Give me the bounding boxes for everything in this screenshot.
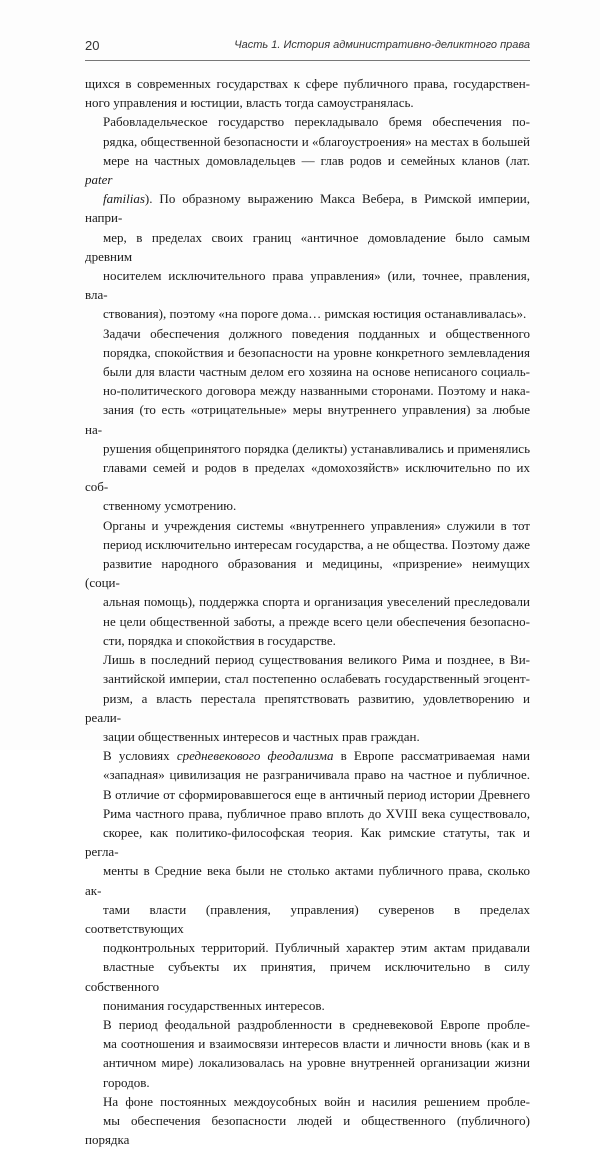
page-header <box>85 36 530 56</box>
text-line: мере на частных домовладельцев — глав родов и семейных кланов (лат. pater <box>85 152 530 188</box>
text-line: ного управления и юстиции, власть тогда самоустранялась. <box>85 95 414 111</box>
text-line: мер, в пределах своих границ «античное домовладение было самым древним <box>85 229 530 264</box>
text-line: тами власти (правления, управления) суверенов в пределах соответствующих <box>85 901 530 936</box>
text-line: На фоне постоянных междоусобных войн и насилия решением пробле- <box>103 1093 530 1109</box>
text-line: familias). По образному выражению Макса Вебера, в Римской империи, напри- <box>85 191 530 226</box>
text-line: Задачи обеспечения должного поведения подданных и общественного <box>103 325 530 341</box>
text-line: зания (то есть «отрицательные» меры внутреннего управления) за любые на- <box>85 402 530 437</box>
text-line: ма соотношения и взаимосвязи интересов власти и личности вновь (как и в <box>103 1036 530 1052</box>
text-line: зации общественных интересов и частных прав граждан. <box>103 728 420 744</box>
text-line: щихся в современных государствах к сфере публичного права, государствен- <box>85 76 530 91</box>
text-line: Рабовладельческое государство перекладывало бремя обеспечения по- <box>103 114 530 130</box>
text-line: развитие народного образования и медицины, «призрение» неимущих (соци- <box>85 556 530 591</box>
text-line: В условиях средневекового феодализма в Европе рассматриваемая нами <box>103 748 530 764</box>
text-line: рушения общепринятого порядка (деликты) устанавливались и применялись <box>103 440 530 456</box>
text-line: В отличие от сформировавшегося еще в античный период истории Древнего <box>103 786 530 802</box>
text-line: Рима частного права, публичное право вплоть до XVIII века существовало, <box>103 805 530 821</box>
page-number: 20 <box>85 38 100 53</box>
paragraph <box>85 74 530 112</box>
text-line: не цели общественной заботы, а прежде всего цели обеспечения безопасно- <box>103 613 530 629</box>
text-line: менты в Средние века были не столько актами публичного права, сколько ак- <box>85 863 530 898</box>
text-line: В период феодальной раздробленности в средневековой Европе пробле- <box>103 1016 530 1032</box>
text-line: сти, порядка и спокойствия в государстве. <box>103 632 336 648</box>
running-head: Часть 1. История административно-деликтного права <box>234 39 530 51</box>
text-line: зантийской империи, стал постепенно ослабевать государственный эгоцент- <box>103 671 530 687</box>
text-line: но-политического договора между названными сторонами. Поэтому и нака- <box>103 383 530 399</box>
header-rule <box>85 60 530 61</box>
text-line: мы обеспечения безопасности людей и общественного (публичного) порядка <box>85 1112 530 1148</box>
text-line: носителем исключительного права управления» (или, точнее, правления, вла- <box>85 268 530 303</box>
text-line: понимания государственных интересов. <box>103 997 325 1013</box>
text-line: подконтрольных территорий. Публичный характер этим актам придавали <box>103 940 530 956</box>
text-line: Лишь в последний период существования великого Рима и позднее, в Ви- <box>103 652 530 668</box>
paragraph <box>85 324 530 516</box>
text-line: ственному усмотрению. <box>103 498 237 514</box>
text-line: рядка, общественной безопасности и «благоустроения» на местах в большей <box>103 133 530 149</box>
text-line: скорее, как политико-философская теория. Как римские статуты, так и регла- <box>85 824 530 860</box>
paragraph <box>85 516 530 650</box>
text-line: ризм, а власть перестала препятствовать развитию, удовлетворению и реали- <box>85 690 530 725</box>
text-line: античном мире) локализовалась на уровне внутренней организации жизни <box>103 1055 530 1071</box>
text-line: альная помощь), поддержка спорта и организация увеселений преследовали <box>103 594 530 610</box>
text-line: властные субъекты их принятия, причем исключительно в силу собственного <box>85 959 530 994</box>
text-line: городов. <box>103 1074 150 1090</box>
body-text <box>85 74 530 1149</box>
text-line: главами семей и родов в пределах «домохозяйств» исключительно по их соб- <box>85 460 530 495</box>
text-line: ствования), поэтому «на пороге дома… римская юстиция останавливалась». <box>103 306 527 322</box>
text-line: «западная» цивилизация не разграничивала право на частное и публичное. <box>103 767 530 783</box>
paragraph <box>85 1092 530 1149</box>
paragraph <box>85 650 530 746</box>
paragraph <box>85 112 530 323</box>
paragraph <box>85 746 530 1015</box>
text-line: период исключительно интересам государства, а не общества. Поэтому даже <box>103 536 530 552</box>
paragraph <box>85 1015 530 1092</box>
text-line: Органы и учреждения системы «внутреннего управления» служили в тот <box>103 517 530 533</box>
text-line: были для власти частным делом его хозяина на основе неписаного социаль- <box>103 364 530 380</box>
text-line: порядка, спокойствия и безопасности на уровне конкретного землевладения <box>103 344 530 360</box>
